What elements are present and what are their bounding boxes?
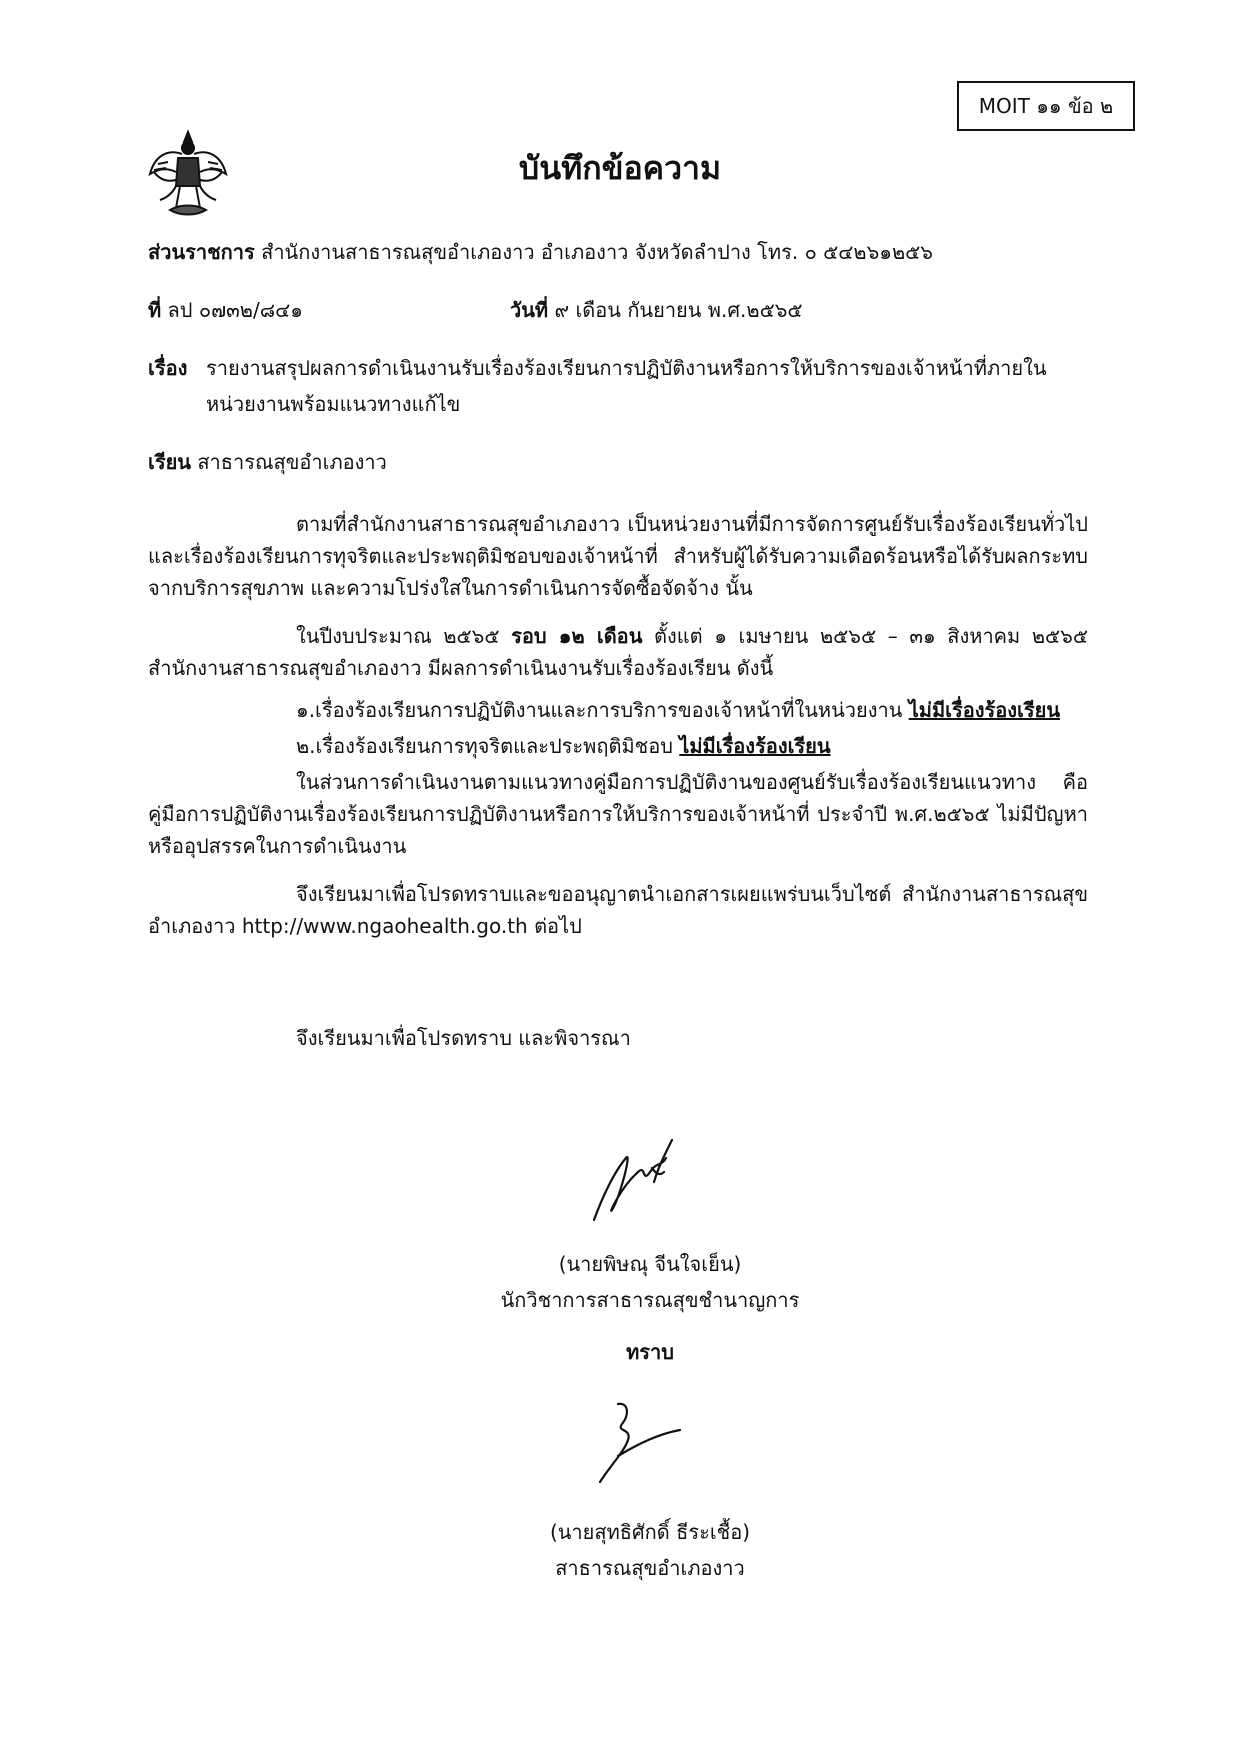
- closing-text: จึงเรียนมาเพื่อโปรดทราบ และพิจารณา: [296, 1026, 631, 1050]
- signature-1: [580, 1128, 690, 1228]
- acknowledge-text: ทราบ: [626, 1340, 674, 1364]
- number-row: [148, 294, 303, 326]
- subject-line-1: รายงานสรุปผลการดำเนินงานรับเรื่องร้องเรียนการปฏิบัติงานหรือการให้บริการของเจ้าหน้าที่ภายใน: [206, 356, 1047, 380]
- to-row: [148, 446, 387, 478]
- agency-label: ส่วนราชการ: [148, 240, 255, 264]
- result-item-1: ๑.เรื่องร้องเรียนการปฏิบัติงานและการบริการของเจ้าหน้าที่ในหน่วยงาน ไม่มีเรื่องร้องเรียน: [296, 698, 1060, 722]
- to-label: เรียน: [148, 450, 191, 474]
- memo-title: บันทึกข้อความ: [518, 149, 722, 187]
- result-item-2: ๒.เรื่องร้องเรียนการทุจริตและประพฤติมิชอบ ไม่มีเรื่องร้องเรียน: [296, 734, 831, 758]
- paragraph-guideline: ในส่วนการดำเนินงานตามแนวทางคู่มือการปฏิบัติงานของศูนย์รับเรื่องร้องเรียนแนวทาง คือ คู่มือการปฏิบัติงานเรื่องร้องเรียนการปฏิบัติงานหรือการให้บริการของเจ้าหน้าที่ ประจำปี พ.ศ.๒๕๖๕ ไม่มีปัญหา หรืออุปสรรคในการดำเนินงาน: [148, 770, 1088, 858]
- signature-2: [588, 1394, 688, 1494]
- date-row: [510, 294, 803, 326]
- agency-row: [148, 236, 933, 268]
- paragraph-period: ในปีงบประมาณ ๒๕๖๕ รอบ ๑๒ เดือน ตั้งแต่ ๑ เมษายน ๒๕๖๕ – ๓๑ สิงหาคม ๒๕๖๕ สำนักงานสาธารณสุขอำเภองาว มีผลการดำเนินงานรับเรื่องร้องเรียน ดังนี้: [148, 624, 1088, 680]
- subject-line-2: หน่วยงานพร้อมแนวทางแก้ไข: [206, 392, 461, 416]
- date-value: ๙ เดือน กันยายน พ.ศ.๒๕๖๕: [554, 298, 803, 322]
- signatory-2-position: สาธารณสุขอำเภองาว: [555, 1556, 745, 1580]
- to-value: สาธารณสุขอำเภองาว: [197, 450, 387, 474]
- subject-label: เรื่อง: [148, 356, 188, 380]
- signatory-1-position: นักวิชาการสาธารณสุขชำนาญการ: [500, 1288, 800, 1312]
- reference-code-box: [957, 81, 1135, 131]
- reference-code: MOIT ๑๑ ข้อ ๒: [978, 94, 1114, 118]
- paragraph-intro: ตามที่สำนักงานสาธารณสุขอำเภองาว เป็นหน่วยงานที่มีการจัดการศูนย์รับเรื่องร้องเรียนทั่วไป และเรื่องร้องเรียนการทุจริตและประพฤติมิชอบของเจ้าหน้าที่ สำหรับผู้ได้รับความเดือดร้อนหรือได้รับผลกระทบจากบริการสุขภาพ และความโปร่งใสในการดำเนินการจัดซื้อจัดจ้าง นั้น: [148, 512, 1088, 600]
- date-label: วันที่: [510, 298, 549, 322]
- number-label: ที่: [148, 298, 162, 322]
- period-round: รอบ ๑๒ เดือน: [511, 624, 643, 648]
- signatory-1-name: (นายพิษณุ จีนใจเย็น): [558, 1252, 742, 1276]
- result-item-1-value: ไม่มีเรื่องร้องเรียน: [908, 698, 1060, 722]
- result-item-2-value: ไม่มีเรื่องร้องเรียน: [679, 734, 831, 758]
- signatory-2-name: (นายสุทธิศักดิ์ ธีระเชื้อ): [549, 1520, 751, 1544]
- number-value: ลป ๐๗๓๒/๘๔๑: [167, 298, 303, 322]
- paragraph-publish: จึงเรียนมาเพื่อโปรดทราบและขออนุญาตนำเอกสารเผยแพร่บนเว็บไซต์ สำนักงานสาธารณสุขอำเภองาว http://www.ngaohealth.go.th ต่อไป: [148, 882, 1088, 938]
- agency-value: สำนักงานสาธารณสุขอำเภองาว อำเภองาว จังหวัดลำปาง โทร. ๐ ๕๔๒๖๑๒๕๖: [261, 240, 933, 264]
